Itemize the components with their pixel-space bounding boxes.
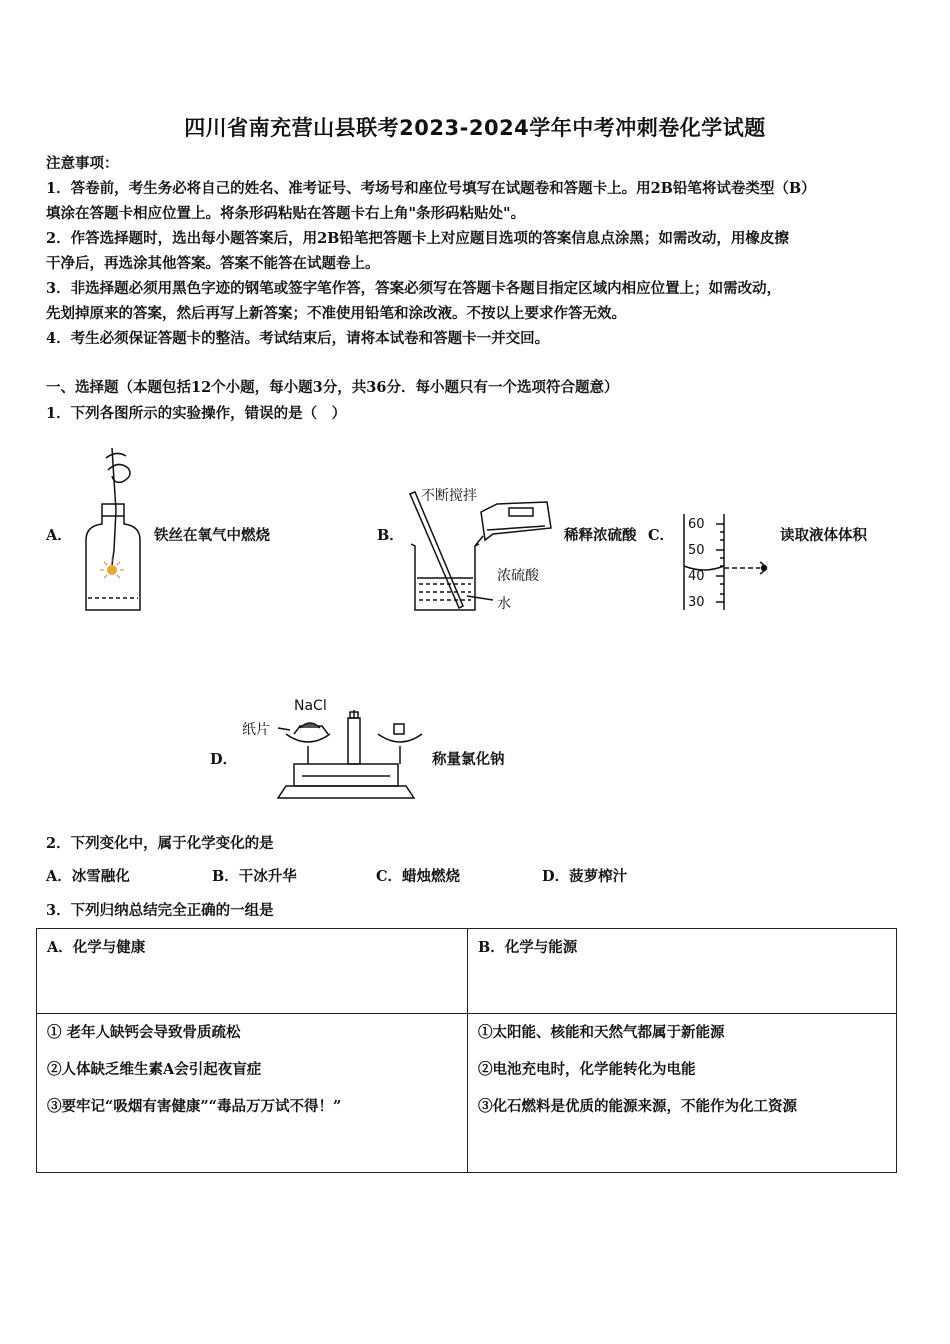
header-b: B．化学与能源 (478, 939, 578, 956)
q2-option-a[interactable]: A．冰雪融化 (46, 868, 130, 885)
table-cell (468, 1014, 897, 1173)
q1-option-c-caption: 读取液体体积 (780, 527, 867, 544)
tick-label: 60 (688, 517, 705, 532)
eye-icon (760, 562, 767, 574)
list-item: ③化石燃料是优质的能源来源，不能作为化工资源 (478, 1098, 797, 1115)
summary-table (36, 928, 897, 1173)
notice-line: 3．非选择题必须用黑色字迹的钢笔或签字笔作答，答案必须写在答题卡各题目指定区域内相应位置上；如需改动， (46, 280, 782, 297)
flame-icon (100, 558, 124, 578)
notice-line: 填涂在答题卡相应位置上。将条形码粘贴在答题卡右上角"条形码粘贴处"。 (46, 205, 526, 222)
table-cell (37, 1014, 468, 1173)
question-2-stem: 2．下列变化中，属于化学变化的是 (46, 835, 274, 852)
notice-line: 4．考生必须保证答题卡的整洁。考试结束后，请将本试卷和答题卡一并交回。 (46, 330, 550, 347)
list-item: ① 老年人缺钙会导致骨质疏松 (47, 1024, 241, 1041)
q1-option-a-caption: 铁丝在氧气中燃烧 (154, 527, 270, 544)
section-heading: 一、选择题（本题包括12个小题，每小题3分，共36分．每小题只有一个选项符合题意） (46, 379, 619, 396)
notice-line: 先划掉原来的答案，然后再写上新答案；不准使用铅笔和涂改液。不按以上要求作答无效。 (46, 305, 626, 322)
tick-label: 40 (688, 569, 705, 584)
q1-option-d-letter[interactable]: D． (210, 751, 238, 768)
q1-option-b-letter[interactable]: B． (377, 527, 404, 544)
q1-option-a-letter[interactable]: A． (46, 527, 72, 544)
list-item: ①太阳能、核能和天然气都属于新能源 (478, 1024, 725, 1041)
paper-label: 纸片 (242, 722, 270, 738)
list-item: ③要牢记“吸烟有害健康”“毒品万万试不得！” (47, 1098, 342, 1115)
q1-option-c-letter[interactable]: C． (648, 527, 675, 544)
list-item: ②人体缺乏维生素A会引起夜盲症 (47, 1061, 262, 1078)
measuring-cylinder-figure (676, 510, 776, 614)
nacl-label: NaCl (294, 698, 327, 714)
table-header[interactable] (37, 929, 468, 1014)
q2-option-b[interactable]: B．干冰升华 (212, 868, 297, 885)
notice-line: 2．作答选择题时，选出每小题答案后，用2B铅笔把答题卡上对应题目选项的答案信息点涂黑；如需改动，用橡皮擦 (46, 230, 789, 247)
page-title: 四川省南充营山县联考2023-2024学年中考冲刺卷化学试题 (184, 116, 766, 140)
tick-label: 30 (688, 595, 705, 610)
dilute-sulfuric-acid-figure (405, 484, 560, 616)
notice-line: 1．答卷前，考生务必将自己的姓名、准考证号、考场号和座位号填写在试题卷和答题卡上。用2B铅笔将试卷类型（B） (46, 180, 816, 197)
notice-heading: 注意事项： (46, 155, 119, 172)
water-label: 水 (497, 596, 511, 612)
tick-label: 50 (688, 543, 705, 558)
q2-option-c[interactable]: C．蜡烛燃烧 (376, 868, 461, 885)
stir-label: 不断搅拌 (421, 488, 477, 504)
question-1-stem: 1．下列各图所示的实验操作，错误的是（ ） (46, 405, 347, 422)
table-header[interactable] (468, 929, 897, 1014)
list-item: ②电池充电时，化学能转化为电能 (478, 1061, 696, 1078)
notice-line: 干净后，再选涂其他答案。答案不能答在试题卷上。 (46, 255, 380, 272)
q1-option-b-caption: 稀释浓硫酸 (564, 527, 637, 544)
header-a: A．化学与健康 (47, 939, 146, 956)
q1-option-d-caption: 称量氯化钠 (432, 751, 505, 768)
q2-option-d[interactable]: D．菠萝榨汁 (542, 868, 628, 885)
balance-weighing-figure (238, 694, 424, 806)
iron-wire-burning-figure (78, 440, 148, 615)
question-3-stem: 3．下列归纳总结完全正确的一组是 (46, 902, 274, 919)
conc-acid-label: 浓硫酸 (497, 568, 539, 584)
